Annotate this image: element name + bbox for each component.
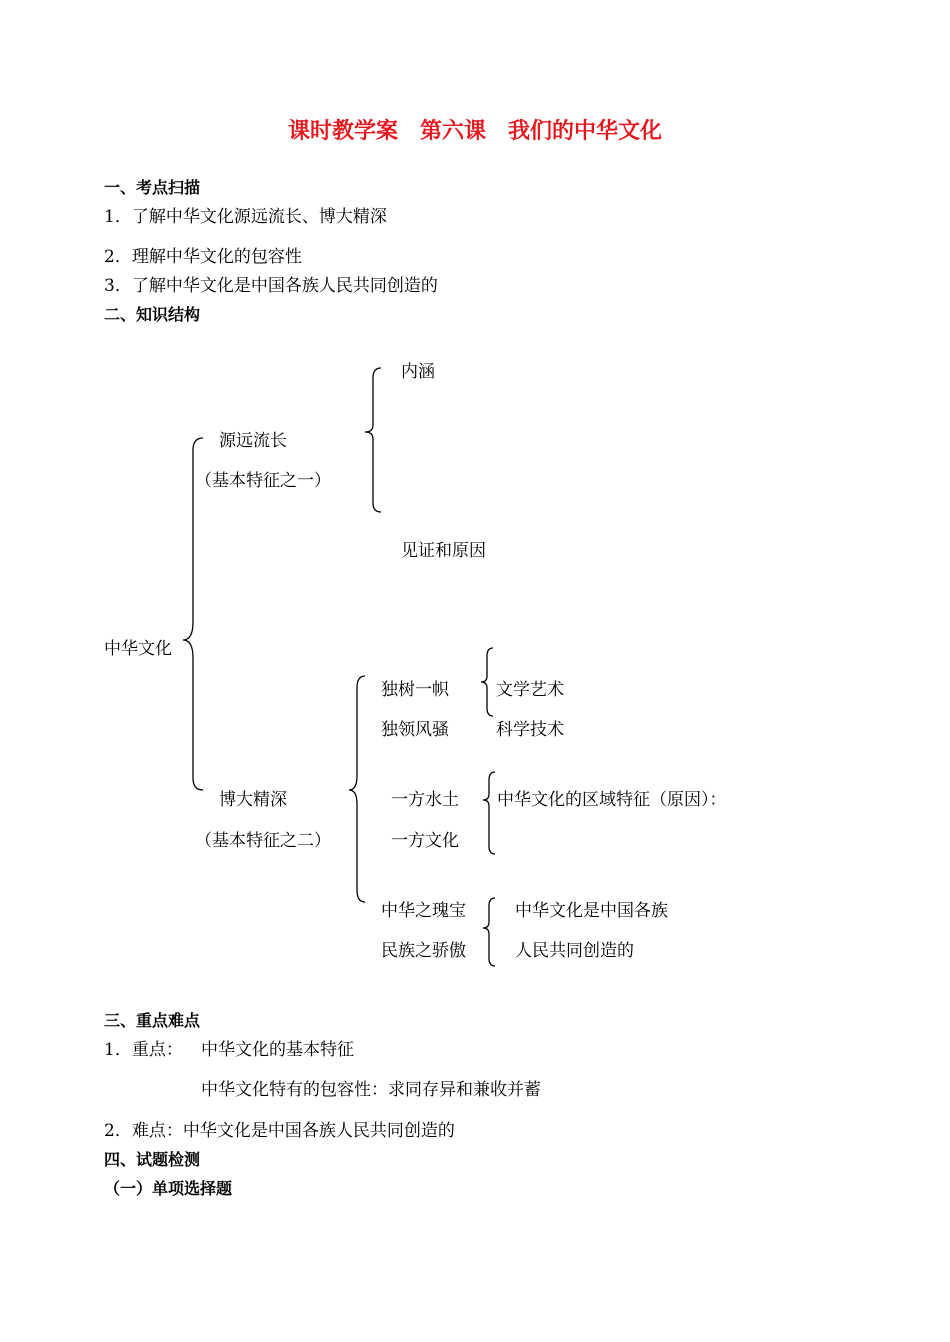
diagram-branch1-sub: （基本特征之一）: [195, 471, 331, 491]
diagram-node: 中华文化的区域特征（原因）：: [497, 790, 727, 810]
diagram-node: 一方水土: [391, 790, 459, 810]
diagram-root: 中华文化: [104, 639, 172, 659]
diagram-branch1: 源远流长: [219, 431, 287, 451]
diagram-node: 内涵: [401, 362, 435, 382]
brace-g3: [483, 898, 495, 966]
diagram-node: 一方文化: [391, 831, 459, 851]
key-point-label: 1．重点：: [104, 1040, 183, 1060]
diagram-node: 中华文化是中国各族: [515, 901, 668, 921]
diagram-node: 独领风骚: [381, 720, 449, 740]
diagram-node: 文学艺术: [496, 680, 564, 700]
key-point-text: 中华文化的基本特征: [201, 1040, 354, 1060]
section-heading-2: 二、知识结构: [104, 305, 201, 324]
list-item: 1．了解中华文化源远流长、博大精深: [104, 207, 387, 227]
brace-g1: [481, 648, 493, 716]
diagram-branch2: 博大精深: [219, 790, 287, 810]
diagram-node: 中华之瑰宝: [381, 901, 466, 921]
brace-branch1: [365, 368, 381, 512]
key-point-text: 中华文化特有的包容性：求同存异和兼收并蓄: [201, 1080, 541, 1100]
list-item: 2．理解中华文化的包容性: [104, 247, 302, 267]
page-title: 课时教学案 第六课 我们的中华文化: [287, 119, 662, 144]
diagram-branch2-sub: （基本特征之二）: [195, 831, 331, 851]
diagram-node: 科学技术: [496, 720, 564, 740]
section-heading-3: 三、重点难点: [104, 1011, 201, 1030]
diagram-node: 人民共同创造的: [515, 941, 634, 961]
brace-branch2: [349, 676, 365, 902]
subsection-heading: （一）单项选择题: [104, 1179, 233, 1198]
difficulty-text: 2．难点：中华文化是中国各族人民共同创造的: [104, 1121, 455, 1141]
section-heading-1: 一、考点扫描: [104, 178, 201, 197]
diagram-node: 见证和原因: [401, 541, 486, 561]
section-heading-4: 四、试题检测: [104, 1150, 201, 1169]
diagram-node: 民族之骄傲: [381, 941, 466, 961]
diagram-node: 独树一帜: [381, 680, 449, 700]
list-item: 3．了解中华文化是中国各族人民共同创造的: [104, 276, 438, 296]
brace-g2: [483, 772, 495, 854]
